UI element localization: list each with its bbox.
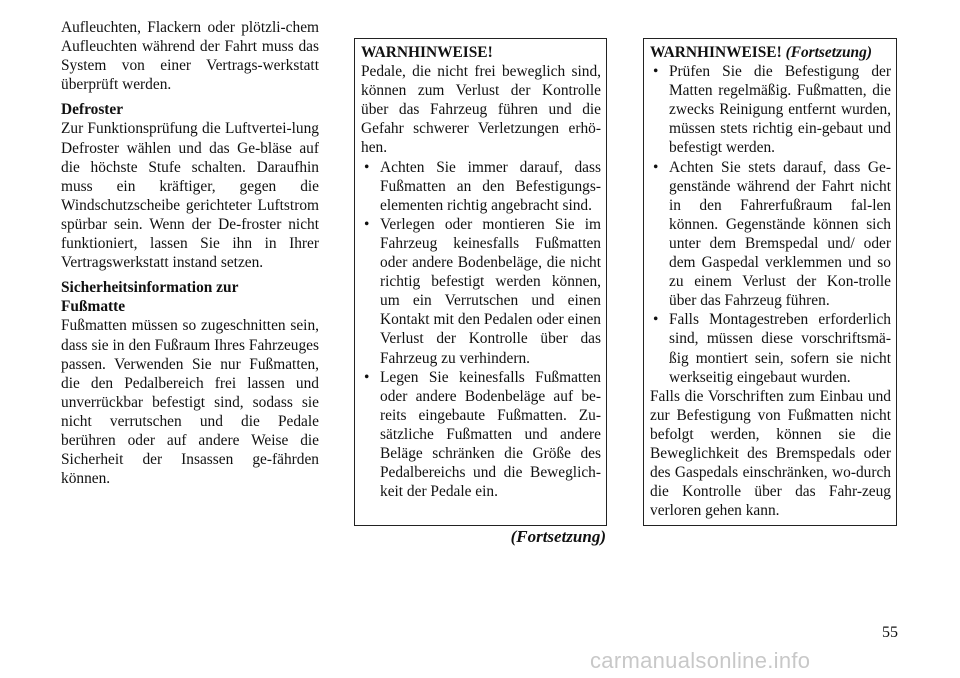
warning-title-suffix: (Fortsetzung) <box>785 44 872 61</box>
list-item: • Prüfen Sie die Befestigung der Matten regelmäßig. Fußmatten, die zwecks Reinigung entfernt wurden, müssen stets richtig ein-gebaut und befestigt werden. <box>653 63 891 157</box>
defroster-heading: Defroster <box>61 101 124 119</box>
floormat-heading-line2: Fußmatte <box>61 298 126 316</box>
bullet-icon: • <box>364 215 370 233</box>
warning-box-2 <box>643 38 897 526</box>
bullet-icon: • <box>653 63 659 81</box>
list-item: • Verlegen oder montieren Sie im Fahrzeug keinesfalls Fußmatten oder andere Bodenbeläge, die nicht richtig befestigt werden können, um ein Verrutschen und einen Kontakt mit den Pedalen oder einen Verlust der Kontrolle über das Fahrzeug zu verhindern. <box>364 215 601 367</box>
floormat-section <box>61 278 319 488</box>
list-item: • Achten Sie immer darauf, dass Fußmatten an den Befestigungs-elementen richtig angebracht sind. <box>364 158 601 214</box>
bullet-icon: • <box>364 368 370 386</box>
bullet-icon: • <box>364 158 370 176</box>
intro-paragraph: Aufleuchten, Flackern oder plötzli-chem Aufleuchten während der Fahrt muss das System von einer Vertrags-werkstatt überprüft werden. <box>61 19 319 94</box>
warning-title-continued <box>650 43 891 62</box>
list-item: • Falls Montagestreben erforderlich sind, müssen diese vorschriftsmä-ßig montiert sein, sofern sie nicht werkseitig eingebaut wurden. <box>653 311 891 386</box>
warning-intro: Pedale, die nicht frei beweglich sind, können zum Verlust der Kontrolle über das Fahrzeug führen und die Gefahr schwerer Verletzungen erhö-hen. <box>361 63 601 157</box>
bullet-icon: • <box>653 311 659 329</box>
bullet-icon: • <box>653 158 659 176</box>
floormat-text: Fußmatten müssen so zugeschnitten sein, dass sie in den Fußraum Ihres Fahrzeuges passen. Verwenden Sie nur Fußmatten, die den Pedalbereich frei lassen und unverrückbar befestigt sind, sodass sie nicht verrutschen und die Pedale berühren oder auf andere Weise die Sicherheit der Insassen ge-fährden können. <box>61 317 319 488</box>
defroster-section <box>61 100 319 272</box>
list-item: • Achten Sie stets darauf, dass Ge-genstände während der Fahrt nicht in den Fahrerfußraum fal-len können. Gegenstände können sich unter dem Bremspedal und/ oder dem Gaspedal verklemmen und so zu einem Verlust der Kon-trolle über das Fahrzeug führen. <box>653 158 891 310</box>
list-item: • Legen Sie keinesfalls Fußmatten oder andere Bodenbeläge auf be-reits eingebaute Fußmatten. Zu-sätzliche Fußmatten und andere Beläge schränken die Größe des Pedalbereichs und die Beweglich-keit der Pedale ein. <box>364 368 601 501</box>
defroster-text: Zur Funktionsprüfung die Luftvertei-lung Defroster wählen und das Ge-bläse auf die höchste Stufe schalten. Daraufhin muss ein kräftiger, gegen die Windschutzscheibe gerichteter Luftstrom spürbar sein. Wenn der De-froster nicht funktioniert, lassen Sie ihn in Ihrer Vertragswerkstatt instand setzen. <box>61 120 319 272</box>
warning-list <box>361 158 601 502</box>
warning-box-1 <box>354 38 607 526</box>
warning-list <box>650 62 891 387</box>
warning-title: WARNHINWEISE! <box>361 44 493 61</box>
continued-label: (Fortsetzung) <box>510 527 606 546</box>
floormat-heading-line1: Sicherheitsinformation zur <box>61 279 239 297</box>
page-number: 55 <box>882 624 898 641</box>
warning-outro: Falls die Vorschriften zum Einbau und zur Befestigung von Fußmatten nicht befolgt werden, können sie die Beweglichkeit des Bremspedals oder des Gaspedals einschränken, wo-durch die Kontrolle über das Fahr-zeug verloren gehen kann. <box>650 387 891 520</box>
text-column-left <box>61 18 319 494</box>
watermark: carmanualsonline.info <box>590 648 811 673</box>
warning-title: WARNHINWEISE! <box>650 44 782 61</box>
